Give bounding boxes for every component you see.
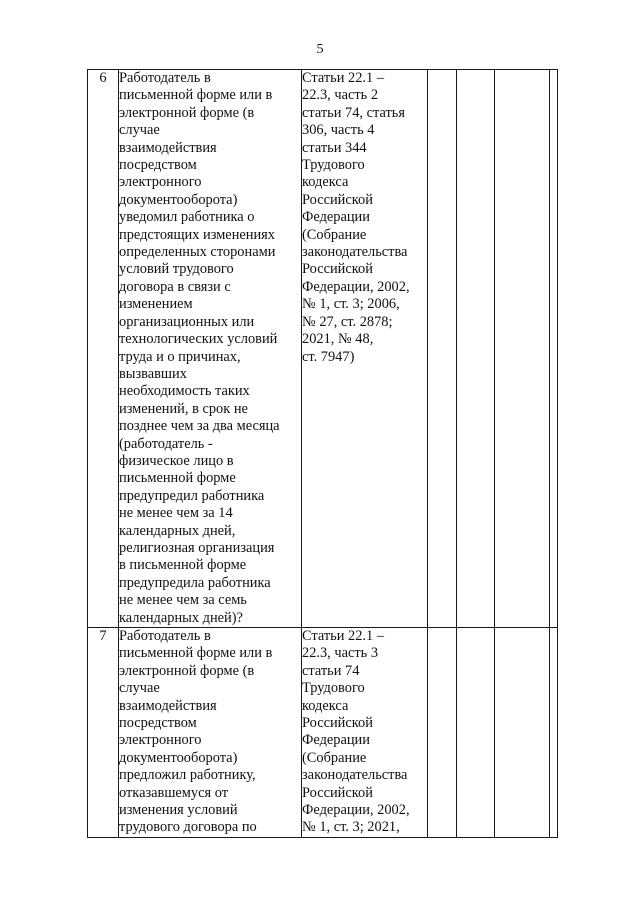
requirement-line: религиозная организация [119, 539, 275, 556]
checklist-table [87, 69, 558, 838]
reference-line: Российской [302, 715, 373, 732]
requirement-line: электронной форме (в [119, 104, 255, 121]
reference-line: статьи 74 [302, 662, 360, 679]
page-number: 5 [316, 42, 324, 57]
requirement-line: технологических условий [119, 331, 278, 348]
requirement-line: отказавшемуся от [119, 784, 228, 801]
notes-cell [550, 628, 558, 838]
requirement-line: не менее чем за 14 [119, 505, 233, 522]
requirement-line: электронного [119, 174, 202, 191]
requirement-line: труда и о причинах, [119, 348, 241, 365]
requirement-line: посредством [119, 715, 197, 732]
reference-line: Федерации, 2002, [302, 278, 410, 295]
requirement-line: календарных дней)? [119, 609, 243, 626]
requirement-cell [119, 628, 302, 838]
reference-line: ст. 7947) [302, 348, 355, 365]
row-number-cell: 6 [88, 70, 119, 628]
requirement-line: организационных или [119, 313, 255, 330]
answer-yes-cell [428, 628, 457, 838]
reference-line: 306, часть 4 [302, 122, 375, 139]
reference-line: Федерации [302, 209, 370, 226]
requirement-line: предупредила работника [119, 574, 271, 591]
reference-line: Федерации, 2002, [302, 802, 410, 819]
requirement-line: изменений, в срок не [119, 400, 248, 417]
reference-line: Трудового [302, 680, 365, 697]
reference-line: Российской [302, 261, 373, 278]
answer-no-cell [457, 628, 495, 838]
answer-no-cell [457, 70, 495, 628]
requirement-line: случае [119, 122, 160, 139]
legal-reference-cell [302, 628, 428, 838]
table-row [88, 70, 558, 628]
requirement-line: трудового договора по [119, 819, 257, 836]
requirement-line: взаимодействия [119, 139, 217, 156]
requirement-line: необходимость таких [119, 383, 250, 400]
requirement-line: физическое лицо в [119, 452, 234, 469]
reference-line: № 1, ст. 3; 2021, [302, 819, 400, 836]
requirement-line: письменной форме или в [119, 645, 273, 662]
requirement-cell [119, 70, 302, 628]
requirement-line: электронного [119, 732, 202, 749]
requirement-line: документооборота) [119, 749, 238, 766]
requirement-line: условий трудового [119, 261, 234, 278]
reference-line: статьи 74, статья [302, 104, 405, 121]
reference-line: Российской [302, 191, 373, 208]
requirement-line: предложил работнику, [119, 767, 256, 784]
requirement-line: договора в связи с [119, 278, 231, 295]
reference-line: кодекса [302, 174, 349, 191]
reference-line: кодекса [302, 697, 349, 714]
requirement-line: посредством [119, 157, 197, 174]
requirement-line: случае [119, 680, 160, 697]
requirement-line: предупредил работника [119, 487, 265, 504]
requirement-line: Работодатель в [119, 70, 211, 86]
requirement-line: электронной форме (в [119, 662, 255, 679]
requirement-line: не менее чем за семь [119, 592, 247, 609]
requirement-line: позднее чем за два месяца [119, 418, 280, 435]
reference-line: Статьи 22.1 – [302, 628, 385, 644]
requirement-line: взаимодействия [119, 697, 217, 714]
answer-yes-cell [428, 70, 457, 628]
requirement-line: изменением [119, 296, 193, 313]
reference-line: (Собрание [302, 749, 367, 766]
notes-cell [550, 70, 558, 628]
reference-line: 22.3, часть 2 [302, 87, 379, 104]
reference-line: № 1, ст. 3; 2006, [302, 296, 400, 313]
requirement-line: изменения условий [119, 802, 238, 819]
row-number-cell: 7 [88, 628, 119, 838]
reference-line: № 27, ст. 2878; [302, 313, 393, 330]
requirement-line: документооборота) [119, 191, 238, 208]
answer-not-applicable-cell [495, 70, 550, 628]
requirement-line: календарных дней, [119, 522, 236, 539]
answer-not-applicable-cell [495, 628, 550, 838]
reference-line: Федерации [302, 732, 370, 749]
reference-line: (Собрание [302, 226, 367, 243]
reference-line: Трудового [302, 157, 365, 174]
reference-line: 22.3, часть 3 [302, 645, 379, 662]
requirement-line: вызвавших [119, 365, 187, 382]
requirement-line: письменной форме [119, 470, 236, 487]
requirement-line: Работодатель в [119, 628, 211, 644]
legal-reference-cell [302, 70, 428, 628]
requirement-line: определенных сторонами [119, 244, 276, 261]
reference-line: статьи 344 [302, 139, 367, 156]
reference-line: 2021, № 48, [302, 331, 374, 348]
reference-line: законодательства [302, 244, 408, 261]
reference-line: Статьи 22.1 – [302, 70, 385, 86]
requirement-line: уведомил работника о [119, 209, 255, 226]
reference-line: Российской [302, 784, 373, 801]
table-row [88, 628, 558, 838]
requirement-line: в письменной форме [119, 557, 247, 574]
requirement-line: (работодатель - [119, 435, 213, 452]
requirement-line: предстоящих изменениях [119, 226, 275, 243]
reference-line: законодательства [302, 767, 408, 784]
requirement-line: письменной форме или в [119, 87, 273, 104]
